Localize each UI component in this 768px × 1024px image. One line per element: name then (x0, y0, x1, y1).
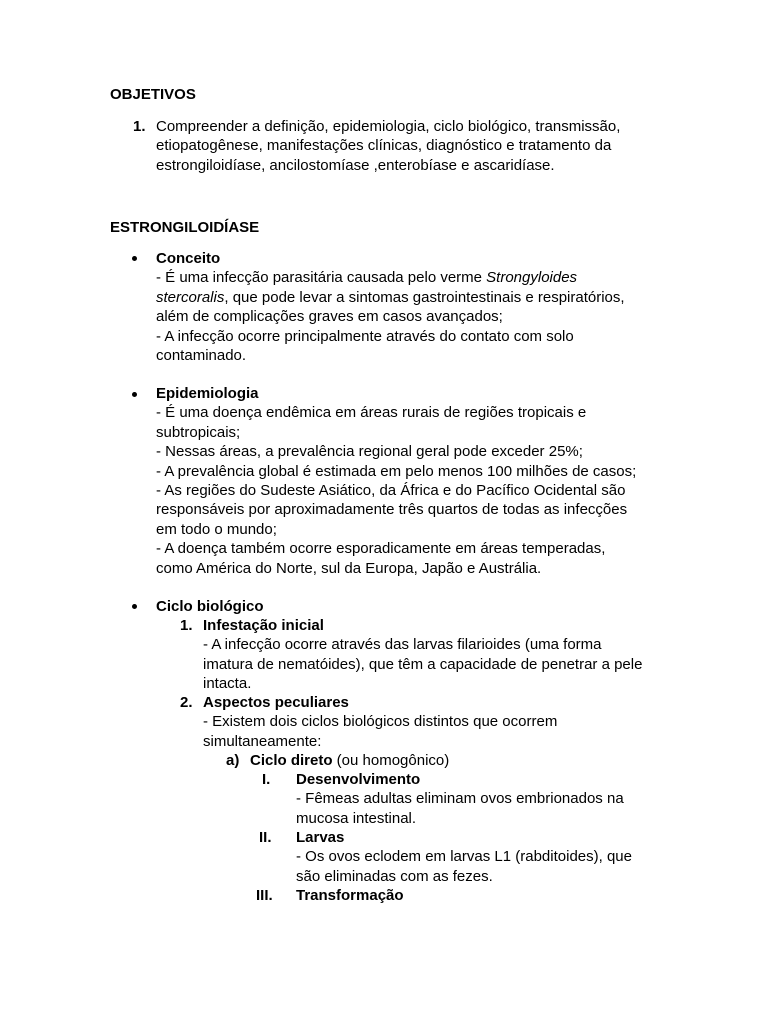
direto-item-title: Transformação (296, 887, 404, 904)
conceito-line (156, 288, 625, 307)
sub-marker-a: a) (226, 752, 240, 769)
conceito-line: - A infecção ocorre principalmente através do contato com solo (156, 327, 574, 345)
step1-line: - A infecção ocorre através das larvas filarioides (uma forma (203, 636, 602, 654)
epidemiologia-line: - A prevalência global é estimada em pelo menos 100 milhões de casos; (156, 462, 637, 480)
species-genus: Strongyloides (486, 269, 578, 287)
objective-number-1: 1. (133, 118, 146, 135)
epidemiologia-line: - Nessas áreas, a prevalência regional geral pode exceder 25%; (156, 443, 583, 461)
objective-item-1 (156, 117, 620, 175)
conceito-line: além de complicações graves em casos avançados; (156, 308, 503, 326)
epidemiologia-line: como América do Norte, sul da Europa, Japão e Austrália. (156, 559, 542, 577)
direto-item-2 (296, 828, 632, 886)
epidemiologia-section (156, 384, 636, 578)
ciclo-title: Ciclo biológico (156, 598, 264, 615)
direto-item-3 (296, 886, 404, 905)
step1-line: imatura de nematóides), que têm a capacidade de penetrar a pele (203, 655, 643, 673)
ciclo-step-number-2: 2. (180, 694, 193, 711)
direto-item-line: - Fêmeas adultas eliminam ovos embrionados na (296, 790, 624, 808)
roman-numeral-3: III. (256, 887, 273, 904)
ciclo-direto (250, 751, 449, 770)
species-epithet: stercoralis (156, 288, 225, 306)
epidemiologia-title: Epidemiologia (156, 385, 259, 402)
roman-numeral-2: II. (259, 829, 272, 846)
ciclo-direto-title: Ciclo direto (250, 752, 333, 769)
conceito-line1-text: - É uma infecção parasitária causada pelo verme (156, 269, 487, 287)
section-heading-estrongiloidiase: ESTRONGILOIDÍASE (110, 219, 260, 236)
objective-line: Compreender a definição, epidemiologia, ciclo biológico, transmissão, (156, 118, 621, 135)
direto-item-line: - Os ovos eclodem em larvas L1 (rabditoides), que (296, 848, 632, 866)
objective-line: estrongiloidíase, ancilostomíase ,enterobíase e ascaridíase. (156, 156, 555, 174)
direto-item-title: Larvas (296, 829, 345, 846)
epidemiologia-line: em todo o mundo; (156, 520, 277, 538)
epidemiologia-line: responsáveis por aproximadamente três quartos de todas as infecções (156, 501, 628, 519)
direto-item-line: são eliminadas com as fezes. (296, 867, 493, 885)
step2-line: simultaneamente: (203, 732, 322, 750)
epidemiologia-line: - As regiões do Sudeste Asiático, da África e do Pacífico Ocidental são (156, 482, 626, 500)
roman-numeral-1: I. (262, 771, 271, 788)
step2-line: - Existem dois ciclos biológicos distintos que ocorrem (203, 713, 558, 731)
direto-item-title: Desenvolvimento (296, 771, 421, 788)
step1-line: intacta. (203, 675, 252, 693)
bullet-icon (132, 256, 137, 261)
epidemiologia-line: - A doença também ocorre esporadicamente em áreas temperadas, (156, 540, 606, 558)
conceito-line (156, 268, 625, 287)
ciclo-step-1 (203, 616, 642, 694)
epidemiologia-line: subtropicais; (156, 423, 241, 441)
ciclo-step-number-1: 1. (180, 617, 193, 634)
direto-item-line: mucosa intestinal. (296, 809, 417, 827)
objectives-heading: OBJETIVOS (110, 86, 196, 103)
conceito-title: Conceito (156, 250, 221, 267)
conceito-line2-text: , que pode levar a sintomas gastrointestinais e respiratórios, (224, 288, 625, 306)
ciclo-direto-suffix: (ou homogônico) (332, 752, 450, 769)
epidemiologia-line: - É uma doença endêmica em áreas rurais de regiões tropicais e (156, 404, 587, 422)
ciclo-direto-line (250, 751, 449, 770)
bullet-icon (132, 392, 137, 397)
bullet-icon (132, 604, 137, 609)
conceito-line: contaminado. (156, 347, 247, 365)
step1-title: Infestação inicial (203, 617, 324, 634)
objective-line: etiopatogênese, manifestações clínicas, diagnóstico e tratamento da (156, 137, 612, 155)
direto-item-1 (296, 770, 624, 828)
ciclo-section (156, 597, 264, 616)
conceito-section (156, 249, 625, 365)
step2-title: Aspectos peculiares (203, 694, 349, 711)
ciclo-step-2 (203, 693, 557, 751)
